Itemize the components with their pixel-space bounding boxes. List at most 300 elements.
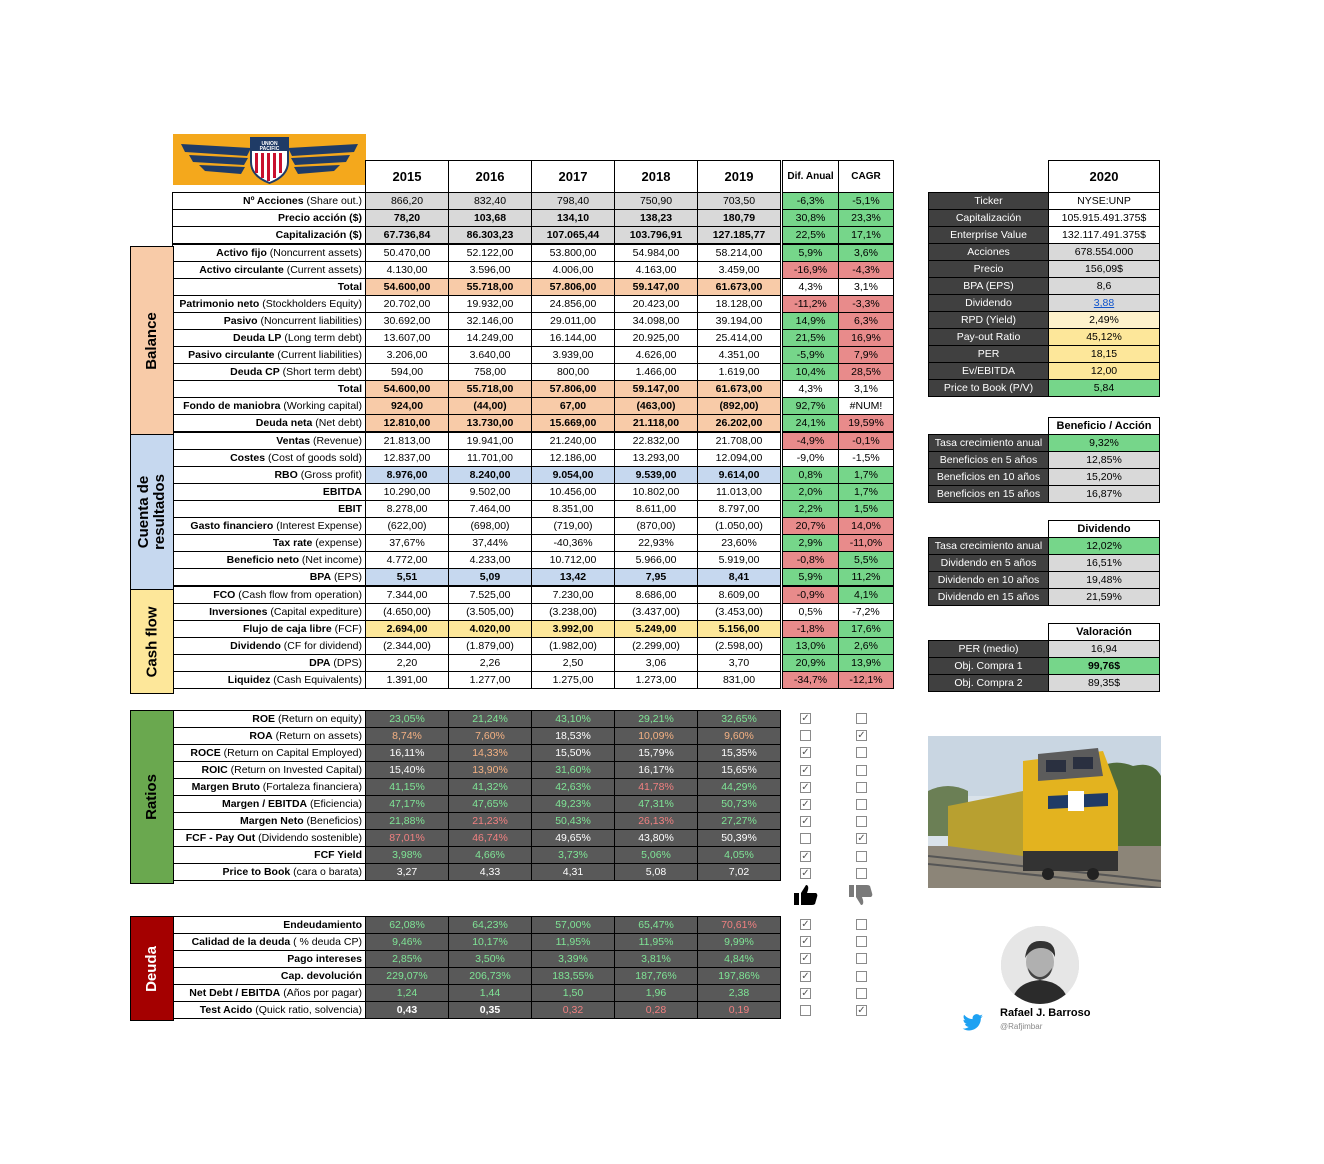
cagr-cell: 3,1% (839, 279, 894, 296)
side-key: Dividendo en 10 años (929, 572, 1049, 589)
side-row (929, 312, 1160, 329)
label-main: Price to Book (222, 866, 291, 878)
value-cell: 5,09 (449, 569, 532, 587)
value-cell: 67.736,84 (366, 227, 449, 245)
ratios-row (173, 796, 781, 813)
label-main: Precio acción ($) (277, 212, 362, 224)
label-desc: (FCF) (331, 623, 362, 635)
side-header-blank (929, 161, 1049, 193)
value-cell: 832,40 (449, 193, 532, 210)
ratios-label (173, 745, 366, 762)
valoracion-table (928, 623, 1160, 692)
value-cell: 26.202,00 (698, 415, 781, 433)
ratios-label (173, 779, 366, 796)
ratios-row (173, 711, 781, 728)
value-cell: 10,17% (449, 934, 532, 951)
label-main: Margen / EBITDA (221, 798, 308, 810)
side-row (929, 538, 1160, 555)
cashflow-row (173, 638, 894, 655)
value-cell: 3,27 (366, 864, 449, 881)
label-main: Pasivo (223, 315, 258, 327)
checkbox-checked[interactable]: ✓ (801, 781, 810, 793)
checkbox-checked[interactable]: ✓ (801, 799, 810, 810)
dif-cell: 2,0% (783, 484, 839, 501)
checkbox-unchecked[interactable] (856, 868, 867, 879)
value-cell: 65,47% (615, 917, 698, 934)
label-desc: (DPS) (330, 657, 362, 669)
label-main: ROCE (190, 747, 221, 759)
value-cell: 5.156,00 (698, 621, 781, 638)
side-row (929, 363, 1160, 380)
ratios-row (173, 762, 781, 779)
cagr-cell: -4,3% (839, 262, 894, 279)
cagr-cell: 19,59% (839, 415, 894, 433)
value-cell: 57.806,00 (532, 279, 615, 296)
checkbox-checked[interactable]: ✓ (857, 1005, 866, 1016)
resultados-label (173, 450, 366, 467)
twitter-icon[interactable] (962, 1014, 984, 1037)
label-main: Beneficio neto (226, 554, 299, 566)
label-main: Capitalización ($) (275, 229, 362, 241)
value-cell: 37,67% (366, 535, 449, 552)
value-cell: 87,01% (366, 830, 449, 847)
value-cell: 20.423,00 (615, 296, 698, 313)
value-cell: 138,23 (615, 210, 698, 227)
value-cell: 1.275,00 (532, 672, 615, 689)
value-cell: 41,32% (449, 779, 532, 796)
label-desc: (Cost of goods sold) (265, 452, 362, 464)
label-desc: (Short term debt) (279, 366, 362, 378)
side-row (929, 589, 1160, 606)
side-row (929, 244, 1160, 261)
checkbox-unchecked[interactable] (856, 747, 867, 758)
value-cell: (44,00) (449, 398, 532, 415)
side-value: 9,32% (1049, 435, 1160, 452)
side-value: 5,84 (1049, 380, 1160, 397)
value-cell: 54.600,00 (366, 381, 449, 398)
label-main: Endeudamiento (283, 919, 362, 931)
side-row (929, 572, 1160, 589)
value-cell: 9,99% (698, 934, 781, 951)
checkbox-checked[interactable]: ✓ (801, 747, 810, 759)
deuda-row (173, 951, 781, 968)
value-cell: 1,24 (366, 985, 449, 1002)
author-avatar (1001, 926, 1079, 1004)
checkbox-unchecked[interactable] (856, 919, 867, 930)
cagr-cell: 3,1% (839, 381, 894, 398)
value-cell: 54.600,00 (366, 279, 449, 296)
value-cell: 21.118,00 (615, 415, 698, 433)
section-ratios: Ratios (130, 710, 174, 884)
value-cell: 9.502,00 (449, 484, 532, 501)
dif-cell: 4,3% (783, 381, 839, 398)
resultados-row (173, 569, 894, 587)
ratios-label (173, 711, 366, 728)
side-header-blank (929, 624, 1049, 641)
value-cell: 46,74% (449, 830, 532, 847)
label-main: Gasto financiero (190, 520, 274, 532)
value-cell: 8.278,00 (366, 501, 449, 518)
side-header-row (929, 624, 1160, 641)
side-value: 16,87% (1049, 486, 1160, 503)
cagr-cell: #NUM! (839, 398, 894, 415)
side-row (929, 675, 1160, 692)
checkbox-unchecked[interactable] (800, 1005, 811, 1016)
value-cell: (4.650,00) (366, 604, 449, 621)
author-handle[interactable]: @Rafjimbar (1000, 1022, 1043, 1031)
label-main: Pasivo circulante (188, 349, 275, 361)
financial-table (172, 160, 894, 689)
value-cell: 10.712,00 (532, 552, 615, 569)
label-desc: (Working capital) (280, 400, 362, 412)
header-blank (173, 161, 366, 193)
value-cell: 29,21% (615, 711, 698, 728)
dif-cell: 24,1% (783, 415, 839, 433)
label-desc: (Return on Capital Employed) (220, 747, 362, 759)
value-cell: 2.694,00 (366, 621, 449, 638)
value-cell: 5,51 (366, 569, 449, 587)
section-cashflow: Cash flow (130, 589, 174, 694)
section-resultados: Cuenta de resultados (130, 434, 174, 590)
label-main: Cap. devolución (280, 970, 362, 982)
top-label (173, 210, 366, 227)
dif-cell: 14,9% (783, 313, 839, 330)
side-key: BPA (EPS) (929, 278, 1049, 295)
value-cell: (719,00) (532, 518, 615, 535)
side-row (929, 486, 1160, 503)
value-cell: 19.941,00 (449, 432, 532, 450)
value-cell: 57.806,00 (532, 381, 615, 398)
deuda-row (173, 917, 781, 934)
checkbox-unchecked[interactable] (856, 971, 867, 982)
value-cell: 13.607,00 (366, 330, 449, 347)
checkbox-unchecked[interactable] (856, 953, 867, 964)
resultados-row (173, 501, 894, 518)
value-cell: (698,00) (449, 518, 532, 535)
label-desc: (Dividendo sostenible) (255, 832, 362, 844)
top-row (173, 210, 894, 227)
balance-row (173, 415, 894, 433)
cagr-cell: 1,7% (839, 484, 894, 501)
checkbox-checked[interactable]: ✓ (801, 867, 810, 879)
resultados-label (173, 569, 366, 587)
value-cell: 7.525,00 (449, 586, 532, 604)
label-main: Patrimonio neto (179, 298, 260, 310)
side-key: RPD (Yield) (929, 312, 1049, 329)
balance-label (173, 262, 366, 279)
value-cell: 32.146,00 (449, 313, 532, 330)
value-cell: (1.879,00) (449, 638, 532, 655)
side-key: Enterprise Value (929, 227, 1049, 244)
value-cell: 11,95% (532, 934, 615, 951)
checkbox-unchecked[interactable] (856, 782, 867, 793)
ratios-row (173, 847, 781, 864)
checkbox-checked[interactable]: ✓ (801, 764, 810, 776)
label-main: BPA (309, 571, 332, 583)
dif-cell: 20,7% (783, 518, 839, 535)
value-cell: 55.718,00 (449, 279, 532, 296)
label-main: Total (337, 383, 362, 395)
value-cell: 24.856,00 (532, 296, 615, 313)
cashflow-row (173, 672, 894, 689)
side-key: Beneficios en 10 años (929, 469, 1049, 486)
value-cell: 9.614,00 (698, 467, 781, 484)
value-cell: 8,41 (698, 569, 781, 587)
checkbox-checked[interactable]: ✓ (801, 936, 810, 948)
deuda-label (173, 985, 366, 1002)
deuda-label (173, 934, 366, 951)
side-value: 89,35$ (1049, 675, 1160, 692)
value-cell: 30.692,00 (366, 313, 449, 330)
balance-row (173, 279, 894, 296)
side-value: 16,51% (1049, 555, 1160, 572)
checkbox-checked[interactable]: ✓ (801, 919, 810, 930)
cagr-cell: -11,0% (839, 535, 894, 552)
thumbs-down-icon (848, 884, 874, 911)
side-key: PER (medio) (929, 641, 1049, 658)
cashflow-row (173, 586, 894, 604)
checkbox-unchecked[interactable] (856, 816, 867, 827)
value-cell: 4.772,00 (366, 552, 449, 569)
label-main: Liquidez (227, 674, 271, 686)
balance-label (173, 398, 366, 415)
value-cell: 8.976,00 (366, 467, 449, 484)
section-balance: Balance (130, 246, 174, 435)
value-cell: 23,60% (698, 535, 781, 552)
label-main: Net Debt / EBITDA (189, 987, 281, 999)
value-cell: 53.800,00 (532, 244, 615, 262)
ratios-row (173, 813, 781, 830)
side-row (929, 469, 1160, 486)
value-cell: 5,06% (615, 847, 698, 864)
value-cell: 1.466,00 (615, 364, 698, 381)
checkbox-unchecked[interactable] (856, 988, 867, 999)
checkbox-unchecked[interactable] (856, 851, 867, 862)
cashflow-label (173, 655, 366, 672)
side-key: Precio (929, 261, 1049, 278)
balance-row (173, 330, 894, 347)
checkbox-checked[interactable]: ✓ (857, 833, 866, 845)
checkbox-checked[interactable]: ✓ (857, 730, 866, 742)
label-main: Pago intereses (287, 953, 362, 965)
dividend-growth-table (928, 520, 1160, 606)
label-desc: (Return on Invested Capital) (227, 764, 362, 776)
year-header: 2019 (698, 161, 781, 193)
resultados-row (173, 484, 894, 501)
value-cell: 3,73% (532, 847, 615, 864)
label-main: Margen Neto (240, 815, 304, 827)
ratios-row (173, 728, 781, 745)
value-cell: 16.144,00 (532, 330, 615, 347)
side-row (929, 210, 1160, 227)
value-cell: (3.238,00) (532, 604, 615, 621)
label-main: FCF - Pay Out (185, 832, 256, 844)
label-desc: (Cash flow from operation) (235, 589, 362, 601)
checkbox-checked[interactable]: ✓ (801, 713, 810, 724)
checkbox-unchecked[interactable] (800, 833, 811, 844)
label-main: Calidad de la deuda (191, 936, 291, 948)
side-header-row (929, 418, 1160, 435)
value-cell: (463,00) (615, 398, 698, 415)
value-cell: 23,05% (366, 711, 449, 728)
cagr-cell: 17,6% (839, 621, 894, 638)
checkbox-checked[interactable]: ✓ (801, 987, 810, 999)
value-cell: 11.013,00 (698, 484, 781, 501)
value-cell: 13.730,00 (449, 415, 532, 433)
resultados-row (173, 535, 894, 552)
side-row (929, 435, 1160, 452)
value-cell: 25.414,00 (698, 330, 781, 347)
value-cell: 103,68 (449, 210, 532, 227)
value-cell: 15,79% (615, 745, 698, 762)
ratios-label (173, 813, 366, 830)
balance-row (173, 262, 894, 279)
value-cell: 2,26 (449, 655, 532, 672)
side-value: 21,59% (1049, 589, 1160, 606)
side-key: PER (929, 346, 1049, 363)
side-value: 16,94 (1049, 641, 1160, 658)
value-cell: 39.194,00 (698, 313, 781, 330)
label-main: Nº Acciones (242, 195, 304, 207)
side-value: 12,00 (1049, 363, 1160, 380)
value-cell: 8,74% (366, 728, 449, 745)
label-desc: (Revenue) (310, 435, 362, 447)
value-cell: 703,50 (698, 193, 781, 210)
checkbox-checked[interactable]: ✓ (801, 953, 810, 965)
year-header: 2015 (366, 161, 449, 193)
balance-label (173, 244, 366, 262)
value-cell: 22.832,00 (615, 432, 698, 450)
value-cell: 2,50 (532, 655, 615, 672)
value-cell: 52.122,00 (449, 244, 532, 262)
resultados-label (173, 484, 366, 501)
value-cell: 8.611,00 (615, 501, 698, 518)
deuda-row (173, 985, 781, 1002)
logo-text-union: UNION (261, 141, 278, 147)
dif-cell: -1,8% (783, 621, 839, 638)
value-cell: 12.186,00 (532, 450, 615, 467)
side-value: 2,49% (1049, 312, 1160, 329)
value-cell: 3,98% (366, 847, 449, 864)
dif-cell: 22,5% (783, 227, 839, 245)
checkbox-unchecked[interactable] (856, 799, 867, 810)
value-cell: 0,32 (532, 1002, 615, 1019)
value-cell: 16,17% (615, 762, 698, 779)
value-cell: 1,50 (532, 985, 615, 1002)
checkbox-unchecked[interactable] (856, 713, 867, 724)
label-main: FCF Yield (314, 849, 362, 861)
checkbox-unchecked[interactable] (856, 936, 867, 947)
side-value: 45,12% (1049, 329, 1160, 346)
side-key: Ticker (929, 193, 1049, 210)
side-key: Tasa crecimiento anual (929, 435, 1049, 452)
side-row (929, 641, 1160, 658)
value-cell: 1.277,00 (449, 672, 532, 689)
value-cell: 13,90% (449, 762, 532, 779)
checkbox-checked[interactable]: ✓ (801, 816, 810, 828)
value-cell: 3.206,00 (366, 347, 449, 364)
value-cell: (3.453,00) (698, 604, 781, 621)
label-desc: (Stockholders Equity) (259, 298, 362, 310)
label-main: Deuda LP (233, 332, 282, 344)
side-value: 19,48% (1049, 572, 1160, 589)
label-main: Ventas (276, 435, 311, 447)
side-key: Beneficios en 15 años (929, 486, 1049, 503)
side-key: Capitalización (929, 210, 1049, 227)
label-main: Deuda CP (230, 366, 280, 378)
value-cell: 3,50% (449, 951, 532, 968)
value-cell: 61.673,00 (698, 279, 781, 296)
balance-label (173, 279, 366, 296)
dif-cell: 92,7% (783, 398, 839, 415)
value-cell: 0,28 (615, 1002, 698, 1019)
label-main: Deuda neta (255, 417, 313, 429)
value-cell: -40,36% (532, 535, 615, 552)
value-cell: 4.020,00 (449, 621, 532, 638)
checkbox-unchecked[interactable] (856, 765, 867, 776)
value-cell: (1.050,00) (698, 518, 781, 535)
value-cell: 5.966,00 (615, 552, 698, 569)
checkbox-checked[interactable]: ✓ (801, 850, 810, 862)
label-main: Fondo de maniobra (183, 400, 281, 412)
cagr-cell: 11,2% (839, 569, 894, 587)
label-desc: (Eficiencia) (307, 798, 362, 810)
value-cell: 7,95 (615, 569, 698, 587)
value-cell: 1.273,00 (615, 672, 698, 689)
side-row (929, 261, 1160, 278)
side-header-blank (929, 521, 1049, 538)
label-main: Activo circulante (199, 264, 284, 276)
side-row (929, 346, 1160, 363)
value-cell: (2.344,00) (366, 638, 449, 655)
value-cell: 59.147,00 (615, 381, 698, 398)
value-cell: 594,00 (366, 364, 449, 381)
deuda-label (173, 917, 366, 934)
dif-anual-header: Dif. Anual (783, 161, 839, 193)
side-header: Valoración (1049, 624, 1160, 641)
ratios-row (173, 864, 781, 881)
cagr-cell: 4,1% (839, 586, 894, 604)
checkbox-checked[interactable]: ✓ (801, 970, 810, 982)
side-key: Price to Book (P/V) (929, 380, 1049, 397)
ratios-label (173, 830, 366, 847)
value-cell: 15,50% (532, 745, 615, 762)
label-main: ROIC (201, 764, 228, 776)
label-desc: (Quick ratio, solvencia) (252, 1004, 362, 1016)
value-cell: 59.147,00 (615, 279, 698, 296)
cagr-cell: 14,0% (839, 518, 894, 535)
resultados-label (173, 518, 366, 535)
value-cell: 9,46% (366, 934, 449, 951)
value-cell: 58.214,00 (698, 244, 781, 262)
side-row (929, 555, 1160, 572)
cagr-cell: -3,3% (839, 296, 894, 313)
dif-cell: -4,9% (783, 432, 839, 450)
value-cell: 22,93% (615, 535, 698, 552)
checkbox-unchecked[interactable] (800, 730, 811, 741)
value-cell: 4,84% (698, 951, 781, 968)
cagr-cell: 7,9% (839, 347, 894, 364)
value-cell: 750,90 (615, 193, 698, 210)
value-cell: 831,00 (698, 672, 781, 689)
value-cell: 127.185,77 (698, 227, 781, 245)
value-cell: 800,00 (532, 364, 615, 381)
value-cell: 18.128,00 (698, 296, 781, 313)
cagr-cell: 28,5% (839, 364, 894, 381)
value-cell: 47,65% (449, 796, 532, 813)
dif-cell: 21,5% (783, 330, 839, 347)
label-main: ROA (249, 730, 273, 742)
